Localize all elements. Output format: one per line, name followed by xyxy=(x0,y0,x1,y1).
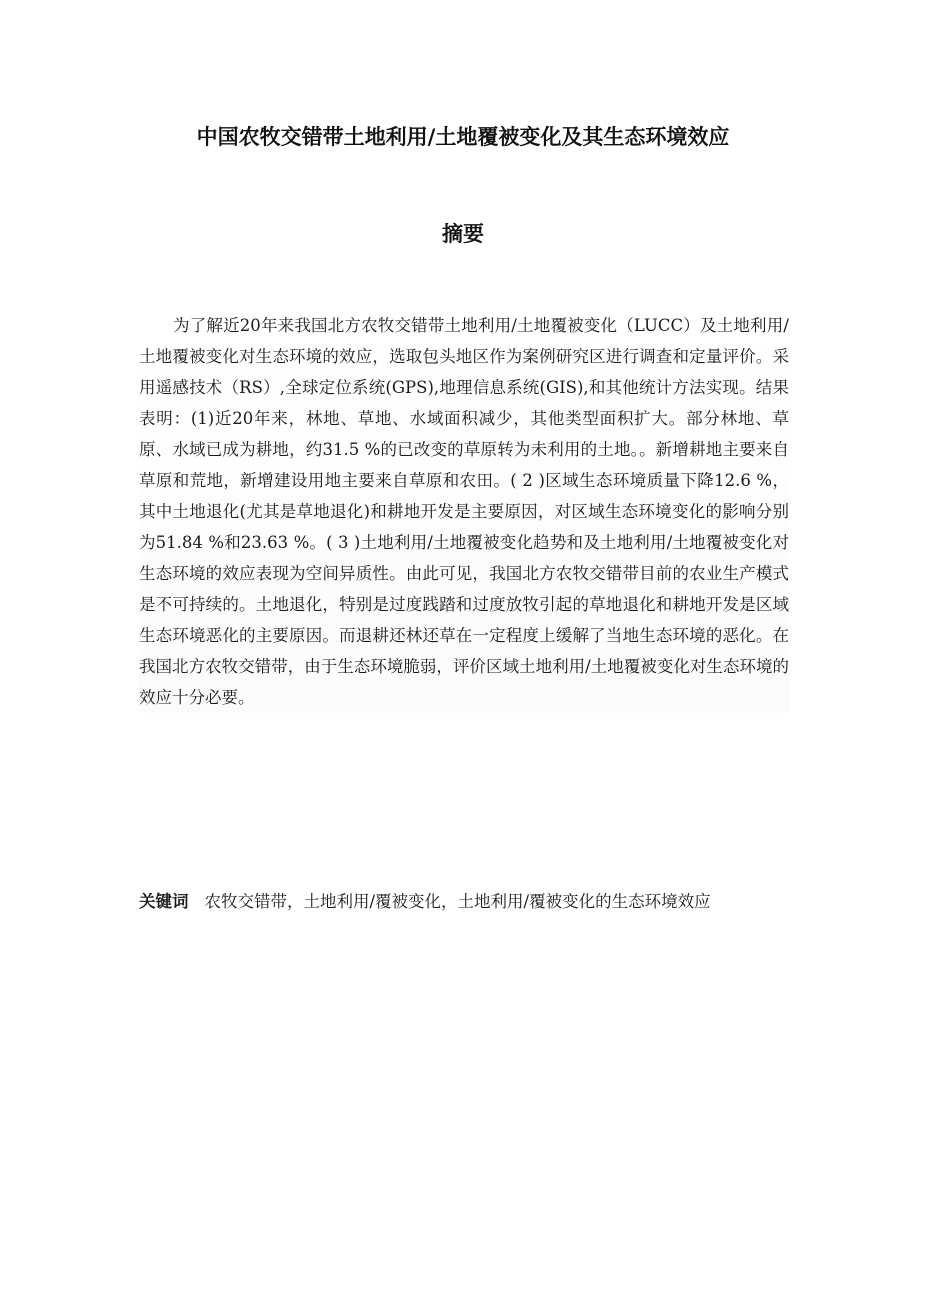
document-title: 中国农牧交错带土地利用/土地覆被变化及其生态环境效应 xyxy=(196,125,730,149)
keywords-text: 农牧交错带，土地利用/覆被变化，土地利用/覆被变化的生态环境效应 xyxy=(204,892,711,911)
abstract-body: 为了解近20年来我国北方农牧交错带土地利用/土地覆被变化（LUCC）及土地利用/土地覆被变化对生态环境的效应，选取包头地区作为案例研究区进行调查和定量评价。采用遥感技术（RS）,全球定位系统(GPS),地理信息系统(GIS),和其他统计方法实现。结果表明：(1)近20年来，林地、草地、水域面积减少，其他类型面积扩大。部分林地、草原、水域已成为耕地，约31.5 %的已改变的草原转为未利用的土地。。新增耕地主要来自草原和荒地，新增建设用地主要来自草原和农田。( 2 )区域生态环境质量下降12.6 %，其中土地退化(尤其是草地退化)和耕地开发是主要原因，对区域生态环境变化的影响分别为51.84 %和23.63 %。( 3 )土地利用/土地覆被变化趋势和及土地利用/土地覆被变化对生态环境的效应表现为空间异质性。由此可见，我国北方农牧交错带目前的农业生产模式是不可持续的。土地退化，特别是过度践踏和过度放牧引起的草地退化和耕地开发是区域生态环境恶化的主要原因。而退耕还林还草在一定程度上缓解了当地生态环境的恶化。在我国北方农牧交错带，由于生态环境脆弱，评价区域土地利用/土地覆被变化对生态环境的效应十分必要。 xyxy=(139,310,789,713)
keywords-label: 关键词 xyxy=(139,892,189,911)
abstract-heading: 摘要 xyxy=(442,222,484,246)
keywords-line xyxy=(139,887,799,917)
